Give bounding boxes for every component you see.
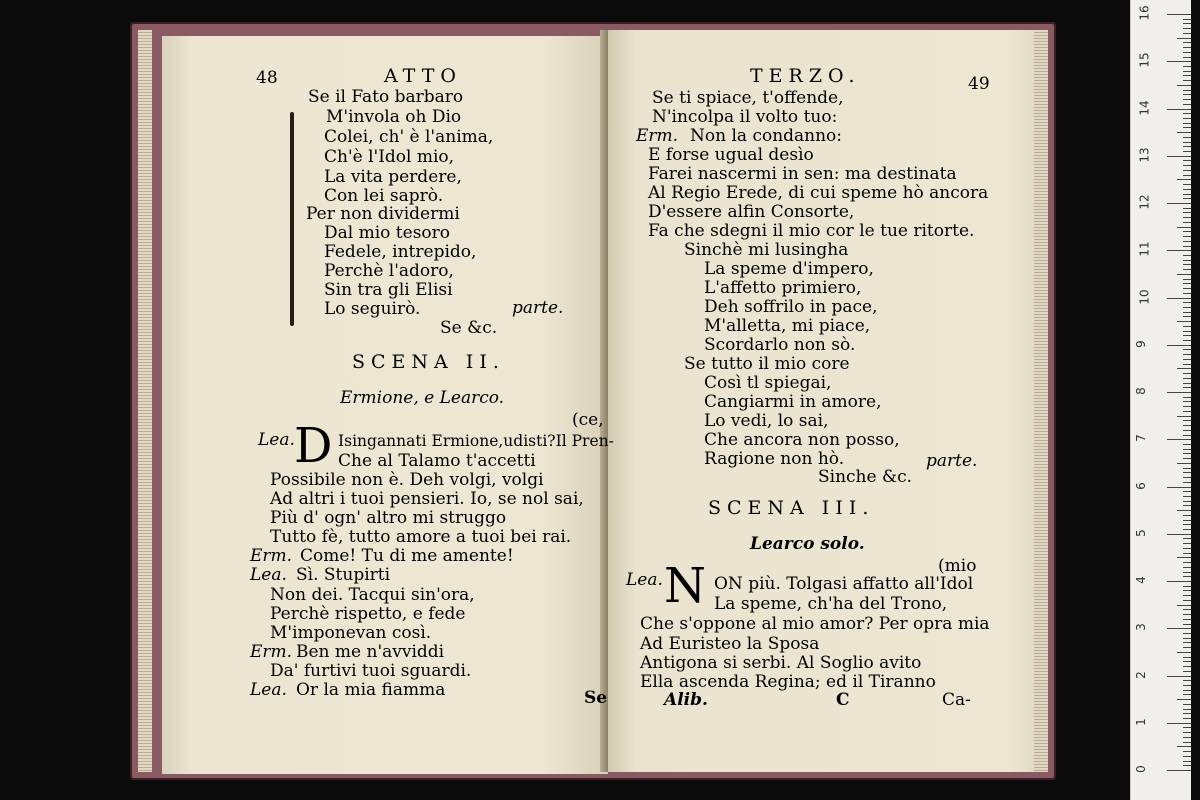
ruler-tick <box>1183 340 1191 341</box>
speaker-label: Erm. <box>250 642 293 662</box>
ruler-tick <box>1183 283 1191 284</box>
ruler-tick <box>1183 661 1191 662</box>
ruler-tick <box>1183 231 1191 232</box>
ruler-tick <box>1183 515 1191 516</box>
ruler-tick <box>1183 160 1191 161</box>
ruler-number: 3 <box>1133 623 1148 632</box>
verse-line: M'invola oh Dio <box>326 107 462 127</box>
ruler-tick <box>1183 520 1191 521</box>
ruler-tick <box>1183 331 1191 332</box>
dialogue-line: Più d' ogn' altro mi struggo <box>270 508 507 528</box>
ruler-tick <box>1183 170 1191 171</box>
aria-line: La speme d'impero, <box>704 259 874 279</box>
verse-line: Colei, ch' è l'anima, <box>324 127 494 147</box>
catchword: Ca- <box>942 690 971 710</box>
exit-marker: parte. <box>926 451 978 471</box>
ruler-tick <box>1183 680 1191 681</box>
dialogue-line: Non dei. Tacqui sin'ora, <box>270 585 475 605</box>
dialogue-line: Possibile non è. Deh volgi, volgi <box>270 470 544 490</box>
ruler-tick <box>1183 553 1191 554</box>
dialogue-line: Da' furtivi tuoi sguardi. <box>270 661 472 681</box>
verse-line: La vita perdere, <box>324 167 462 187</box>
ruler-tick <box>1183 293 1191 294</box>
ruler-tick <box>1183 411 1191 412</box>
ruler-tick <box>1183 704 1191 705</box>
ruler-tick <box>1177 652 1191 653</box>
ruler-tick <box>1183 307 1191 308</box>
ruler-tick <box>1167 14 1191 15</box>
ruler-tick <box>1183 99 1191 100</box>
ruler-tick <box>1183 586 1191 587</box>
ruler-tick <box>1183 217 1191 218</box>
ruler-tick <box>1177 510 1191 511</box>
da-capo: Sinche &c. <box>818 467 913 487</box>
ruler-tick <box>1183 548 1191 549</box>
da-capo: Se &c. <box>440 318 498 338</box>
ruler-tick <box>1183 444 1191 445</box>
ruler-number: 12 <box>1137 194 1152 210</box>
aria-line: Se tutto il mio core <box>684 354 850 374</box>
ruler-tick <box>1167 439 1191 440</box>
speaker-label: Erm. <box>636 126 679 146</box>
drop-cap: N <box>664 558 706 614</box>
ruler-number: 4 <box>1133 576 1148 584</box>
verse-line: Perchè l'adoro, <box>324 261 454 281</box>
ruler-tick <box>1183 401 1191 402</box>
ruler-tick <box>1183 104 1191 105</box>
ruler-tick <box>1183 94 1191 95</box>
ruler-tick <box>1167 298 1191 299</box>
ruler-tick <box>1183 619 1191 620</box>
dialogue-line: Se ti spiace, t'offende, <box>652 88 844 108</box>
ruler-tick <box>1183 671 1191 672</box>
aria-line: Cangiarmi in amore, <box>704 392 882 412</box>
aria-line: Sinchè mi lusingha <box>684 240 849 260</box>
ruler-tick <box>1183 595 1191 596</box>
ruler-tick <box>1183 524 1191 525</box>
ruler-tick <box>1167 676 1191 677</box>
ruler-number: 16 <box>1137 5 1152 21</box>
ruler-tick <box>1183 572 1191 573</box>
ruler-tick <box>1183 236 1191 237</box>
ruler-tick <box>1183 335 1191 336</box>
ruler-number: 9 <box>1133 339 1148 348</box>
ruler-tick <box>1183 501 1191 502</box>
ruler-tick <box>1183 420 1191 421</box>
ruler-tick <box>1183 590 1191 591</box>
ruler-tick <box>1183 264 1191 265</box>
dialogue-line: Antigona si serbi. Al Soglio avito <box>640 653 922 673</box>
dialogue-line: Non la condanno: <box>690 126 843 146</box>
ruler-tick <box>1183 349 1191 350</box>
ruler-tick <box>1183 491 1191 492</box>
ruler-tick <box>1183 189 1191 190</box>
catchword: Se <box>584 688 608 708</box>
ruler-tick <box>1183 477 1191 478</box>
dialogue-line: Come! Tu di me amente! <box>300 546 514 566</box>
ruler-tick <box>1183 373 1191 374</box>
ruler-tick <box>1183 66 1191 67</box>
carry-over: (ce, <box>572 410 604 430</box>
verse-line: Con lei saprò. <box>324 186 444 206</box>
ruler-tick <box>1183 137 1191 138</box>
ruler-tick <box>1183 354 1191 355</box>
aria-line: L'affetto primiero, <box>704 278 862 298</box>
ruler-tick <box>1177 85 1191 86</box>
ruler-tick <box>1183 430 1191 431</box>
ruler-tick <box>1183 142 1191 143</box>
ruler-tick <box>1183 472 1191 473</box>
verse-line: Fedele, intrepido, <box>324 242 477 262</box>
page-edges-right <box>1034 30 1048 772</box>
dialogue-line: D'essere alfin Consorte, <box>648 202 855 222</box>
ruler-tick <box>1167 581 1191 582</box>
verse-line: Se il Fato barbaro <box>308 87 464 107</box>
ruler-tick <box>1183 212 1191 213</box>
verse-line: Per non dividermi <box>306 204 460 224</box>
ruler-number: 7 <box>1133 434 1148 443</box>
ruler-tick <box>1167 487 1191 488</box>
exit-marker: parte. <box>512 298 564 318</box>
ruler-tick <box>1167 109 1191 110</box>
ruler-tick <box>1183 47 1191 48</box>
aria-line: Scordarlo non sò. <box>704 335 856 355</box>
ruler-tick <box>1167 392 1191 393</box>
dialogue-line: ON più. Tolgasi affatto all'Idol <box>714 574 974 594</box>
ruler-tick <box>1183 288 1191 289</box>
aria-line: Lo vedi, lo sai, <box>704 411 829 431</box>
ruler-tick <box>1183 222 1191 223</box>
ruler-number: 0 <box>1133 765 1148 773</box>
ruler-tick <box>1183 316 1191 317</box>
ruler-tick <box>1183 468 1191 469</box>
ruler-tick <box>1183 458 1191 459</box>
ruler-tick <box>1177 38 1191 39</box>
scene-characters: Learco solo. <box>750 534 865 554</box>
verse-line: Sin tra gli Elisi <box>324 280 453 300</box>
ruler-tick <box>1183 709 1191 710</box>
ruler-tick <box>1183 378 1191 379</box>
aria-line: Che ancora non posso, <box>704 430 900 450</box>
ruler-tick <box>1183 23 1191 24</box>
ruler-number: 10 <box>1137 288 1152 305</box>
ruler-tick <box>1183 260 1191 261</box>
speaker-label: Lea. <box>258 430 295 450</box>
carry-over: (mio <box>938 556 977 576</box>
page-number: 49 <box>968 74 990 94</box>
margin-rule <box>290 112 294 326</box>
ruler-tick <box>1183 383 1191 384</box>
scene-characters: Ermione, e Learco. <box>340 388 505 408</box>
ruler-number: 2 <box>1133 670 1148 679</box>
ruler-tick <box>1183 576 1191 577</box>
ruler-tick <box>1183 184 1191 185</box>
ruler-tick <box>1183 175 1191 176</box>
dialogue-line: Al Regio Erede, di cui speme hò ancora <box>648 183 989 203</box>
ruler-tick <box>1183 165 1191 166</box>
scene-heading: SCENA II. <box>352 351 505 373</box>
ruler-tick <box>1183 397 1191 398</box>
ruler-tick <box>1183 482 1191 483</box>
ruler-tick <box>1183 562 1191 563</box>
dialogue-line: Che al Talamo t'accetti <box>338 451 536 471</box>
ruler-tick <box>1183 406 1191 407</box>
ruler-tick <box>1183 765 1191 766</box>
ruler-number: 14 <box>1137 99 1152 116</box>
measurement-ruler <box>1130 0 1191 800</box>
ruler-tick <box>1183 71 1191 72</box>
ruler-tick <box>1183 208 1191 209</box>
ruler-tick <box>1177 416 1191 417</box>
dialogue-line: Farei nascermi in sen: ma destinata <box>648 164 957 184</box>
ruler-tick <box>1183 364 1191 365</box>
ruler-tick <box>1183 685 1191 686</box>
ruler-tick <box>1183 118 1191 119</box>
ruler-tick <box>1183 718 1191 719</box>
ruler-tick <box>1183 425 1191 426</box>
ruler-tick <box>1167 203 1191 204</box>
dialogue-line: Ben me n'avviddi <box>296 642 445 662</box>
ruler-number: 13 <box>1137 147 1152 163</box>
ruler-tick <box>1183 146 1191 147</box>
ruler-tick <box>1177 179 1191 180</box>
dialogue-line: Che s'oppone al mio amor? Per opra mia <box>640 614 990 634</box>
ruler-tick <box>1183 529 1191 530</box>
ruler-tick <box>1183 600 1191 601</box>
ruler-tick <box>1183 624 1191 625</box>
ruler-tick <box>1183 302 1191 303</box>
ruler-tick <box>1177 274 1191 275</box>
ruler-tick <box>1183 194 1191 195</box>
ruler-tick <box>1183 113 1191 114</box>
ruler-tick <box>1177 368 1191 369</box>
ruler-tick <box>1183 496 1191 497</box>
ruler-tick <box>1183 198 1191 199</box>
dialogue-line: Isingannati Ermione,udisti?Il Pren- <box>338 432 614 450</box>
verse-line: Ch'è l'Idol mio, <box>324 147 455 167</box>
dialogue-line: Sì. Stupirti <box>296 565 391 585</box>
dialogue-line: La speme, ch'ha del Trono, <box>714 594 948 614</box>
ruler-tick <box>1177 321 1191 322</box>
ruler-tick <box>1177 699 1191 700</box>
ruler-tick <box>1177 132 1191 133</box>
speaker-label: Erm. <box>250 546 293 566</box>
ruler-tick <box>1183 690 1191 691</box>
ruler-number: 11 <box>1137 241 1152 257</box>
speaker-label: Lea. <box>250 565 287 585</box>
ruler-tick <box>1183 28 1191 29</box>
dialogue-line: Ad Euristeo la Sposa <box>640 634 820 654</box>
aria-line: Così tl spiegai, <box>704 373 832 393</box>
aria-line: Ragione non hò. <box>704 449 845 469</box>
ruler-tick <box>1183 241 1191 242</box>
ruler-tick <box>1183 538 1191 539</box>
verse-line: Dal mio tesoro <box>324 223 451 243</box>
dialogue-line: Tutto fè, tutto amore a tuoi bei rai. <box>270 527 572 547</box>
ruler-tick <box>1183 279 1191 280</box>
speaker-label: Lea. <box>250 680 287 700</box>
ruler-tick <box>1167 628 1191 629</box>
drop-cap: D <box>294 418 333 474</box>
ruler-tick <box>1167 723 1191 724</box>
ruler-tick <box>1183 435 1191 436</box>
ruler-number: 1 <box>1133 717 1148 726</box>
ruler-tick <box>1167 770 1191 771</box>
verse-line: Lo seguirò. <box>324 299 421 319</box>
handwritten-note: Alib. <box>664 690 708 710</box>
ruler-tick <box>1183 326 1191 327</box>
aria-line: Deh soffrilo in pace, <box>704 297 878 317</box>
ruler-tick <box>1183 567 1191 568</box>
ruler-tick <box>1183 694 1191 695</box>
ruler-tick <box>1177 746 1191 747</box>
running-head: ATTO <box>384 65 462 87</box>
ruler-tick <box>1183 453 1191 454</box>
ruler-number: 6 <box>1133 481 1148 490</box>
running-head: TERZO. <box>750 65 861 87</box>
ruler-tick <box>1183 756 1191 757</box>
ruler-tick <box>1167 534 1191 535</box>
dialogue-line: Perchè rispetto, e fede <box>270 604 466 624</box>
ruler-tick <box>1177 605 1191 606</box>
ruler-tick <box>1183 19 1191 20</box>
page-number: 48 <box>256 68 278 88</box>
ruler-tick <box>1183 742 1191 743</box>
ruler-tick <box>1183 609 1191 610</box>
ruler-tick <box>1183 127 1191 128</box>
ruler-tick <box>1183 614 1191 615</box>
ruler-tick <box>1183 642 1191 643</box>
page-edges-left <box>138 30 152 772</box>
ruler-tick <box>1183 751 1191 752</box>
ruler-tick <box>1183 732 1191 733</box>
ruler-tick <box>1183 269 1191 270</box>
ruler-tick <box>1183 75 1191 76</box>
ruler-tick <box>1183 713 1191 714</box>
ruler-tick <box>1183 57 1191 58</box>
ruler-tick <box>1183 246 1191 247</box>
ruler-number: 8 <box>1133 387 1148 395</box>
ruler-tick <box>1177 463 1191 464</box>
ruler-tick <box>1177 227 1191 228</box>
dialogue-line: Fa che sdegni il mio cor le tue ritorte. <box>648 221 975 241</box>
ruler-tick <box>1183 666 1191 667</box>
dialogue-line: E forse ugual desìo <box>648 145 814 165</box>
ruler-tick <box>1183 449 1191 450</box>
ruler-tick <box>1183 505 1191 506</box>
signature-mark: C <box>836 690 850 710</box>
ruler-tick <box>1167 61 1191 62</box>
ruler-tick <box>1183 359 1191 360</box>
ruler-tick <box>1183 657 1191 658</box>
ruler-tick <box>1167 156 1191 157</box>
speaker-label: Lea. <box>626 570 663 590</box>
ruler-tick <box>1167 250 1191 251</box>
dialogue-line: N'incolpa il volto tuo: <box>652 107 838 127</box>
ruler-tick <box>1183 33 1191 34</box>
ruler-tick <box>1183 42 1191 43</box>
ruler-tick <box>1183 638 1191 639</box>
aria-line: M'alletta, mi piace, <box>704 316 871 336</box>
ruler-tick <box>1183 647 1191 648</box>
ruler-tick <box>1183 52 1191 53</box>
ruler-tick <box>1183 123 1191 124</box>
ruler-tick <box>1183 727 1191 728</box>
ruler-tick <box>1183 543 1191 544</box>
ruler-tick <box>1183 151 1191 152</box>
ruler-tick <box>1183 80 1191 81</box>
ruler-tick <box>1167 345 1191 346</box>
ruler-tick <box>1183 312 1191 313</box>
scene-heading: SCENA III. <box>708 497 875 519</box>
dialogue-line: M'imponevan così. <box>270 623 432 643</box>
dialogue-line: Or la mia fiamma <box>296 680 446 700</box>
ruler-tick <box>1183 633 1191 634</box>
ruler-tick <box>1183 255 1191 256</box>
ruler-number: 15 <box>1137 52 1152 68</box>
ruler-tick <box>1183 761 1191 762</box>
ruler-tick <box>1183 387 1191 388</box>
ruler-number: 5 <box>1133 528 1148 537</box>
ruler-tick <box>1177 557 1191 558</box>
ruler-tick <box>1183 737 1191 738</box>
dialogue-line: Ella ascenda Regina; ed il Tiranno <box>640 672 936 692</box>
dialogue-line: Ad altri i tuoi pensieri. Io, se nol sai, <box>270 489 584 509</box>
ruler-tick <box>1183 90 1191 91</box>
